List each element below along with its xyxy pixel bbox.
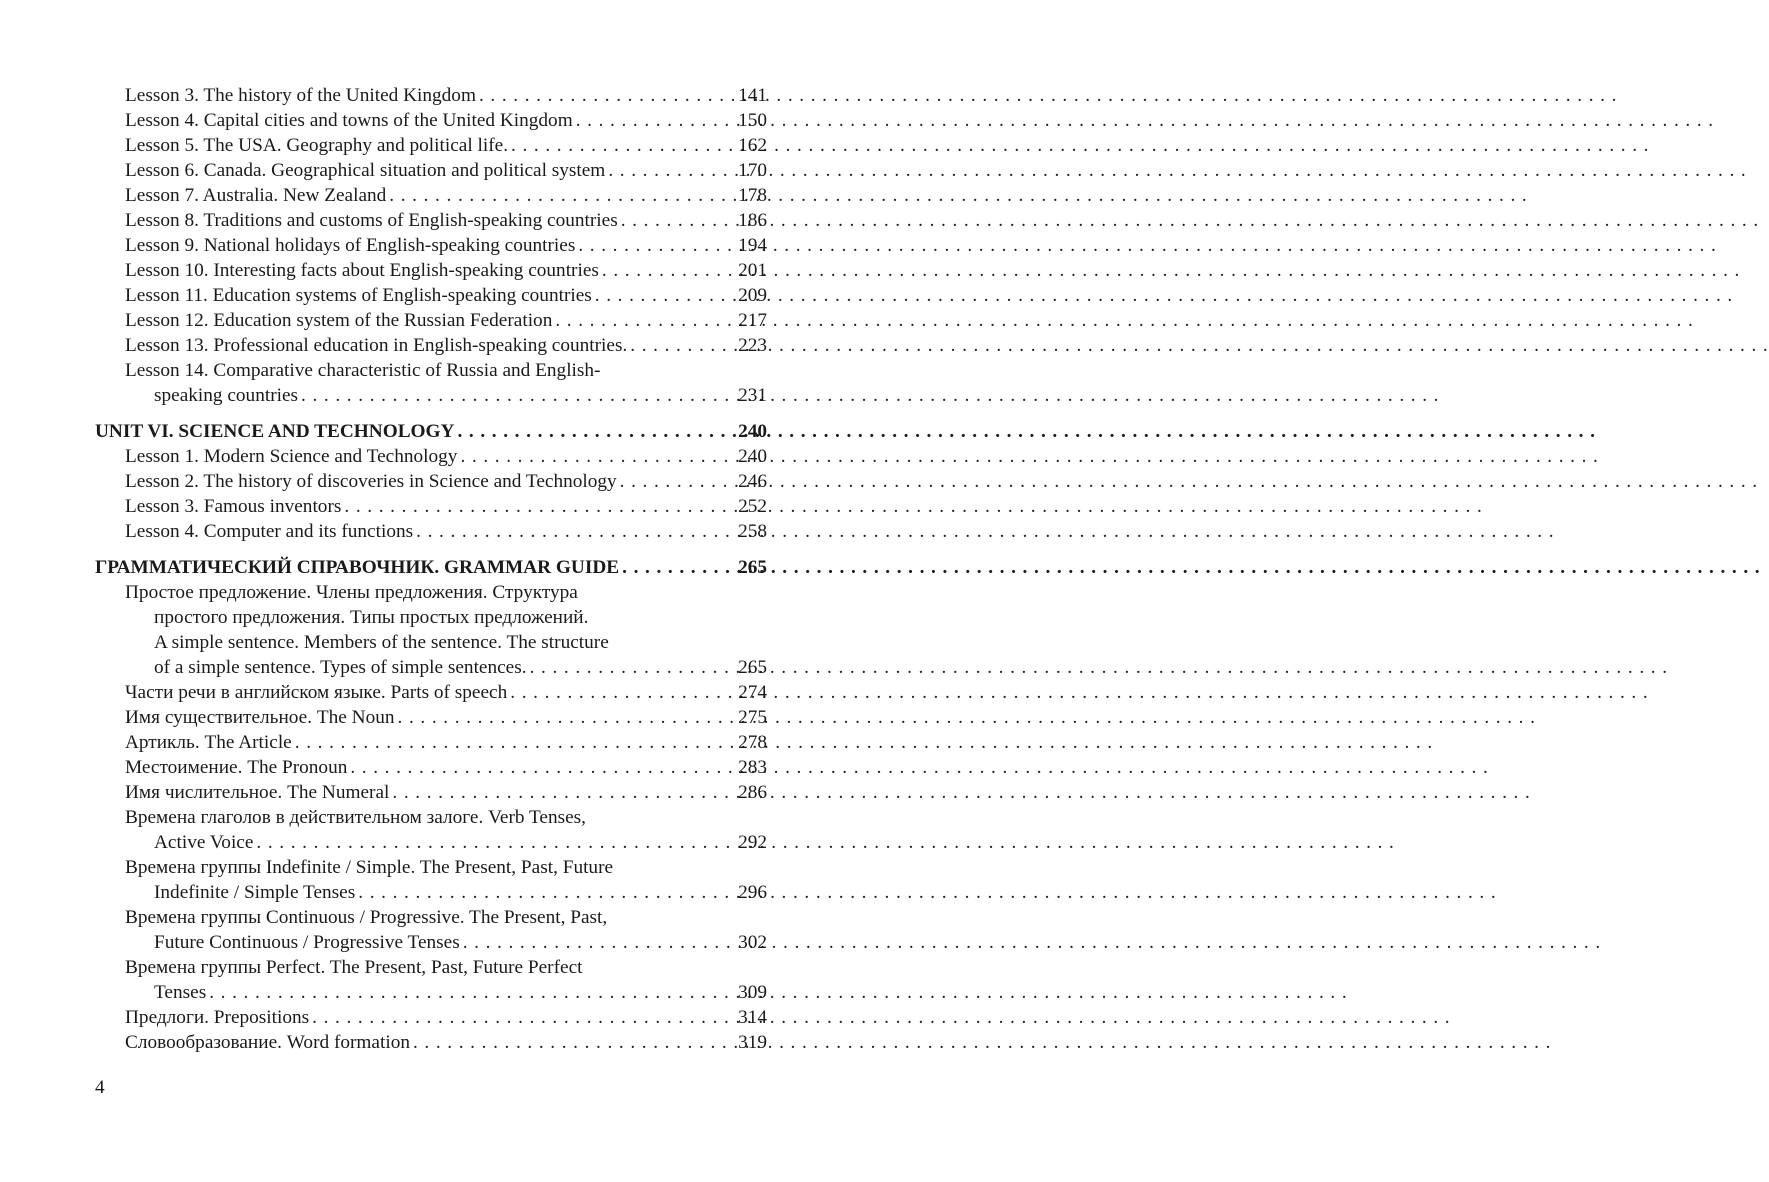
dot-leader (620, 469, 736, 494)
dot-leader (621, 208, 736, 233)
dot-leader (457, 419, 736, 444)
toc-entry (95, 730, 767, 755)
toc-entry-title: Tenses (154, 982, 207, 1003)
toc-page-number: 292 (738, 832, 767, 853)
toc-entry (95, 444, 767, 469)
toc-entry (95, 283, 767, 308)
toc-entry-title: Имя существительное. The Noun (125, 707, 395, 728)
toc-entry (95, 755, 767, 780)
toc-page-number: 217 (738, 310, 767, 331)
toc-entry-title: Времена группы Continuous / Progressive. The Present, Past, (125, 907, 608, 928)
toc-entry-title: Lesson 14. Comparative characteristic of Russia and English- (125, 360, 601, 381)
dot-leader (460, 444, 736, 469)
toc-entry-title: простого предложения. Типы простых предложений. (154, 607, 589, 628)
toc-entry-title: Lesson 12. Education system of the Russian Federation (125, 310, 553, 331)
toc-page-number: 309 (738, 982, 767, 1003)
toc-entry-title: Местоимение. The Pronoun (125, 757, 348, 778)
toc-entry (95, 383, 767, 408)
toc-page-number: 314 (738, 1007, 767, 1028)
toc-entry (95, 580, 767, 605)
dot-leader (256, 830, 736, 855)
toc-entry (95, 358, 767, 383)
toc-entry (95, 333, 767, 358)
toc-entry (95, 805, 767, 830)
toc-entry (95, 780, 767, 805)
toc-entry (95, 233, 767, 258)
toc-entry-title: Lesson 3. Famous inventors (125, 496, 342, 517)
toc-entry-title: Lesson 4. Computer and its functions (125, 521, 414, 542)
dot-leader (463, 930, 736, 955)
toc-entry (95, 930, 767, 955)
toc-page-number: 150 (738, 110, 767, 131)
toc-entry (95, 705, 767, 730)
toc-page-number: 178 (738, 185, 767, 206)
toc-entry (95, 680, 767, 705)
toc-entry-title: Lesson 11. Education systems of English-speaking countries (125, 285, 592, 306)
toc-page-number: 246 (738, 471, 767, 492)
toc-entry-title: Времена группы Perfect. The Present, Past, Future Perfect (125, 957, 583, 978)
toc-page-number: 283 (738, 757, 767, 778)
toc-page-number: 186 (738, 210, 767, 231)
dot-leader (344, 494, 736, 519)
toc-entry-title: Lesson 9. National holidays of English-speaking countries (125, 235, 576, 256)
toc-entry (95, 133, 767, 158)
toc-entry-title: ГРАММАТИЧЕСКИЙ СПРАВОЧНИК. GRAMMAR GUIDE (95, 557, 620, 578)
toc-page-number: 265 (738, 657, 767, 678)
toc-page-number: 265 (738, 557, 767, 578)
toc-section-heading (95, 419, 767, 444)
toc-entry (95, 630, 767, 655)
toc-entry (95, 980, 767, 1005)
dot-leader (576, 108, 736, 133)
dot-leader (630, 333, 736, 358)
toc-page-number: 240 (738, 421, 767, 442)
dot-leader (301, 383, 736, 408)
toc-entry-title: Lesson 3. The history of the United Kingdom (125, 85, 476, 106)
toc-entry-title: Future Continuous / Progressive Tenses (154, 932, 460, 953)
table-of-contents (95, 83, 767, 1055)
toc-entry-title: UNIT VI. SCIENCE AND TECHNOLOGY (95, 421, 455, 442)
toc-page-number: 252 (738, 496, 767, 517)
toc-entry-title: Lesson 1. Modern Science and Technology (125, 446, 458, 467)
toc-entry-title: Lesson 13. Professional education in English-speaking countries. (125, 335, 628, 356)
toc-entry-title: Lesson 4. Capital cities and towns of the United Kingdom (125, 110, 573, 131)
toc-entry (95, 83, 767, 108)
toc-entry-title: Артикль. The Article (125, 732, 292, 753)
toc-entry (95, 494, 767, 519)
toc-page-number: 275 (738, 707, 767, 728)
dot-leader (392, 780, 736, 805)
toc-page-number: 286 (738, 782, 767, 803)
dot-leader (295, 730, 736, 755)
dot-leader (350, 755, 736, 780)
toc-entry (95, 108, 767, 133)
toc-page-number: 201 (738, 260, 767, 281)
toc-entry-title: speaking countries (154, 385, 299, 406)
toc-page-number: 209 (738, 285, 767, 306)
toc-entry-title: Lesson 7. Australia. New Zealand (125, 185, 387, 206)
toc-entry (95, 655, 767, 680)
toc-entry (95, 955, 767, 980)
toc-entry-title: Lesson 6. Canada. Geographical situation and political system (125, 160, 606, 181)
toc-entry-title: Простое предложение. Члены предложения. Структура (125, 582, 578, 603)
toc-page-number: 240 (738, 446, 767, 467)
toc-entry (95, 880, 767, 905)
toc-page-number: 231 (738, 385, 767, 406)
dot-leader (530, 655, 737, 680)
toc-entry-title: A simple sentence. Members of the sentence. The structure (154, 632, 609, 653)
toc-page-number: 194 (738, 235, 767, 256)
toc-entry-title: Времена группы Indefinite / Simple. The Present, Past, Future (125, 857, 614, 878)
toc-page-number: 162 (738, 135, 767, 156)
toc-entry (95, 469, 767, 494)
toc-entry (95, 258, 767, 283)
dot-leader (602, 258, 736, 283)
dot-leader (510, 680, 736, 705)
dot-leader (416, 519, 736, 544)
toc-page-number: 278 (738, 732, 767, 753)
toc-entry (95, 183, 767, 208)
toc-entry-title: Времена глаголов в действительном залоге. Verb Tenses, (125, 807, 587, 828)
toc-entry-title: Indefinite / Simple Tenses (154, 882, 356, 903)
toc-entry-title: Lesson 2. The history of discoveries in Science and Technology (125, 471, 617, 492)
dot-leader (608, 158, 736, 183)
toc-entry-title: Словообразование. Word formation (125, 1032, 410, 1053)
dot-leader (595, 283, 736, 308)
toc-entry-title: Lesson 10. Interesting facts about English-speaking countries (125, 260, 599, 281)
toc-entry (95, 855, 767, 880)
toc-entry (95, 1030, 767, 1055)
toc-page-number: 274 (738, 682, 767, 703)
dot-leader (389, 183, 736, 208)
page-number: 4 (95, 1077, 105, 1098)
dot-leader (555, 308, 736, 333)
toc-entry-title: Части речи в английском языке. Parts of speech (125, 682, 508, 703)
toc-entry-title: Active Voice (154, 832, 254, 853)
toc-page-number: 223 (738, 335, 767, 356)
dot-leader (312, 1005, 736, 1030)
toc-entry-title: Lesson 5. The USA. Geography and political life. (125, 135, 509, 156)
toc-entry (95, 605, 767, 630)
toc-entry (95, 158, 767, 183)
toc-entry-title: Предлоги. Prepositions (125, 1007, 310, 1028)
toc-page-number: 302 (738, 932, 767, 953)
dot-leader (358, 880, 736, 905)
dot-leader (479, 83, 736, 108)
dot-leader (398, 705, 737, 730)
toc-entry (95, 830, 767, 855)
dot-leader (209, 980, 736, 1005)
dot-leader (413, 1030, 736, 1055)
toc-page-number: 319 (738, 1032, 767, 1053)
toc-page-number: 170 (738, 160, 767, 181)
toc-entry-title: Имя числительное. The Numeral (125, 782, 390, 803)
toc-entry-title: Lesson 8. Traditions and customs of English-speaking countries (125, 210, 618, 231)
toc-entry (95, 905, 767, 930)
dot-leader (511, 133, 736, 158)
toc-entry-title: of a simple sentence. Types of simple sentences. (154, 657, 527, 678)
toc-page-number: 296 (738, 882, 767, 903)
toc-entry (95, 1005, 767, 1030)
dot-leader (578, 233, 736, 258)
toc-entry (95, 519, 767, 544)
toc-page-number: 258 (738, 521, 767, 542)
toc-section-heading (95, 555, 767, 580)
dot-leader (622, 555, 736, 580)
toc-entry (95, 208, 767, 233)
toc-entry (95, 308, 767, 333)
toc-page-number: 141 (738, 85, 767, 106)
